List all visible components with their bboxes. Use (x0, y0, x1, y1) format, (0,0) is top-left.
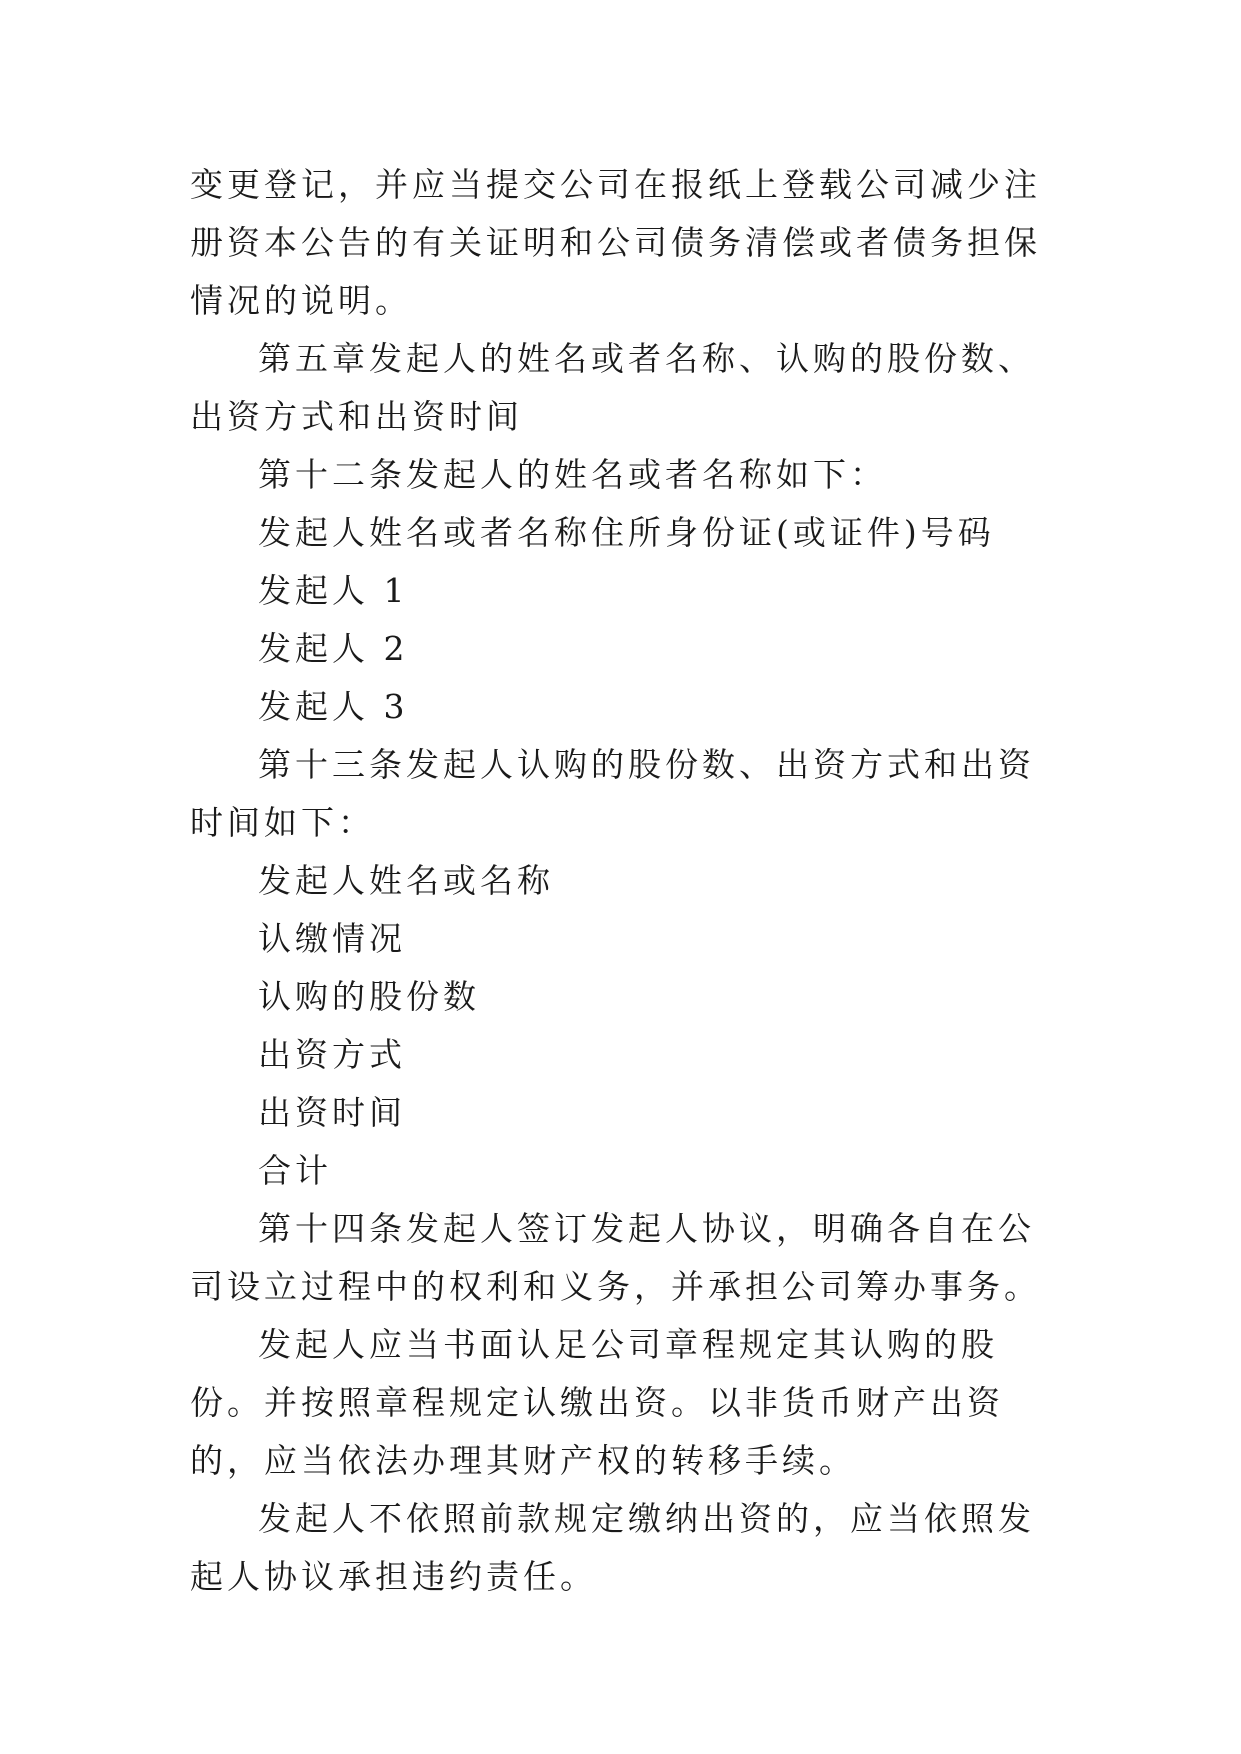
field-share-count: 认购的股份数 (258, 977, 480, 1016)
chapter-heading: 第五章发起人的姓名或者名称、认购的股份数、出资方式和出资时间 (190, 339, 1035, 436)
field-total: 合计 (258, 1151, 332, 1190)
promoter-1: 发起人 1 (258, 571, 409, 610)
paragraph: 变更登记，并应当提交公司在报纸上登载公司减少注册资本公告的有关证明和公司债务清偿或者债务担保情况的说明。 (190, 165, 1041, 320)
paragraph: 发起人不依照前款规定缴纳出资的，应当依照发起人协议承担违约责任。 (190, 1499, 1035, 1596)
article-12: 第十二条发起人的姓名或者名称如下： (258, 455, 887, 494)
field-contribution-time: 出资时间 (258, 1093, 406, 1132)
document-body (190, 156, 1050, 1606)
field-contribution-method: 出资方式 (258, 1035, 406, 1074)
article-14: 第十四条发起人签订发起人协议，明确各自在公司设立过程中的权利和义务，并承担公司筹办事务。 (190, 1209, 1041, 1306)
article-13: 第十三条发起人认购的股份数、出资方式和出资时间如下： (190, 745, 1035, 842)
paragraph: 发起人应当书面认足公司章程规定其认购的股份。并按照章程规定认缴出资。以非货币财产出资的，应当依法办理其财产权的转移手续。 (190, 1325, 1004, 1480)
field-subscription-status: 认缴情况 (258, 919, 406, 958)
table-header-line: 发起人姓名或者名称住所身份证(或证件)号码 (258, 513, 995, 552)
promoter-2: 发起人 2 (258, 629, 409, 668)
promoter-3: 发起人 3 (258, 687, 409, 726)
field-promoter-name: 发起人姓名或名称 (258, 861, 554, 900)
